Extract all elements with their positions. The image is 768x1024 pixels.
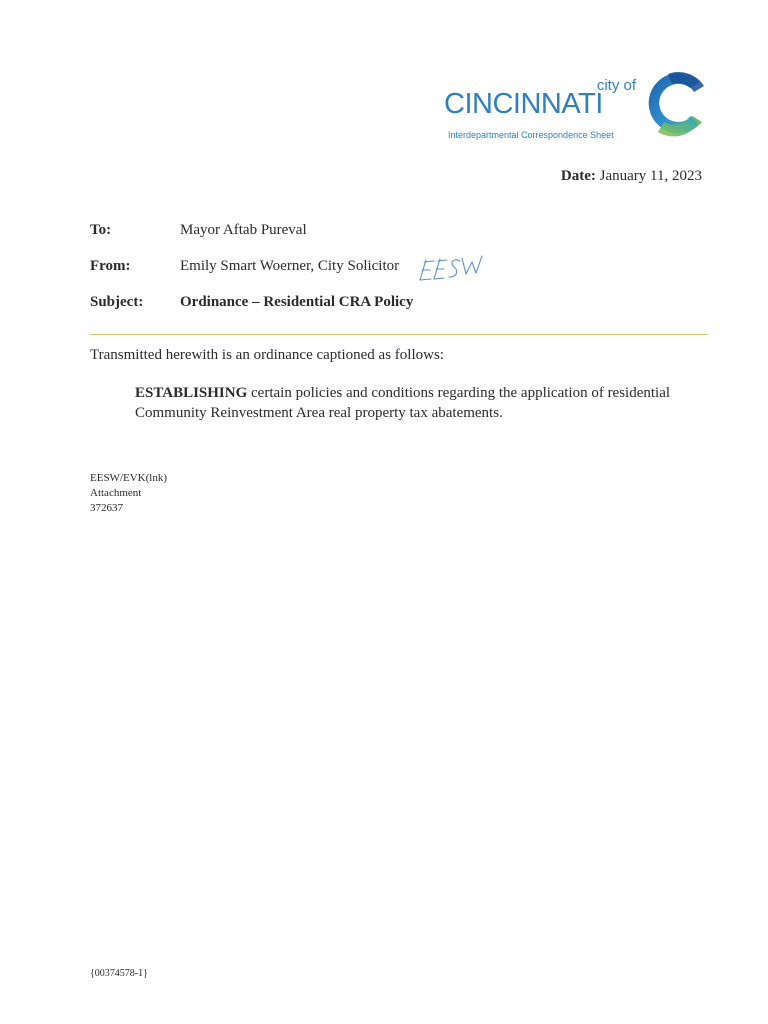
caption-keyword: ESTABLISHING [135,385,248,401]
attachment-note: Attachment [90,487,142,499]
initials-line: EESW/EVK(lnk) [90,472,167,484]
to-value: Mayor Aftab Pureval [180,222,307,238]
logo-city-of: city of [596,77,636,94]
memo-date [561,168,702,185]
city-letterhead [444,78,640,148]
cincinnati-c-logo-icon [638,64,716,142]
caption-text: certain policies and conditions regarding the application of residential Community Reinvestment Area real property tax abatements. [135,385,671,421]
reference-block [90,471,167,516]
to-label: To: [90,222,112,238]
logo-subtitle: Interdepartmental Correspondence Sheet [448,130,614,140]
document-id: {00374578-1} [90,968,148,979]
subject-value: Ordinance – Residential CRA Policy [180,294,414,310]
reference-number: 372637 [90,502,123,514]
subject-label: Subject: [90,294,144,310]
header-divider [90,334,708,335]
date-value: January 11, 2023 [599,168,702,184]
ordinance-caption [135,383,710,423]
date-label: Date: [560,168,596,184]
handwritten-initials-signature [416,250,488,286]
from-value: Emily Smart Woerner, City Solicitor [180,258,400,274]
logo-city-name: CINCINNATI [444,88,603,120]
body-intro: Transmitted herewith is an ordinance captioned as follows: [90,347,444,363]
from-label: From: [90,258,131,274]
